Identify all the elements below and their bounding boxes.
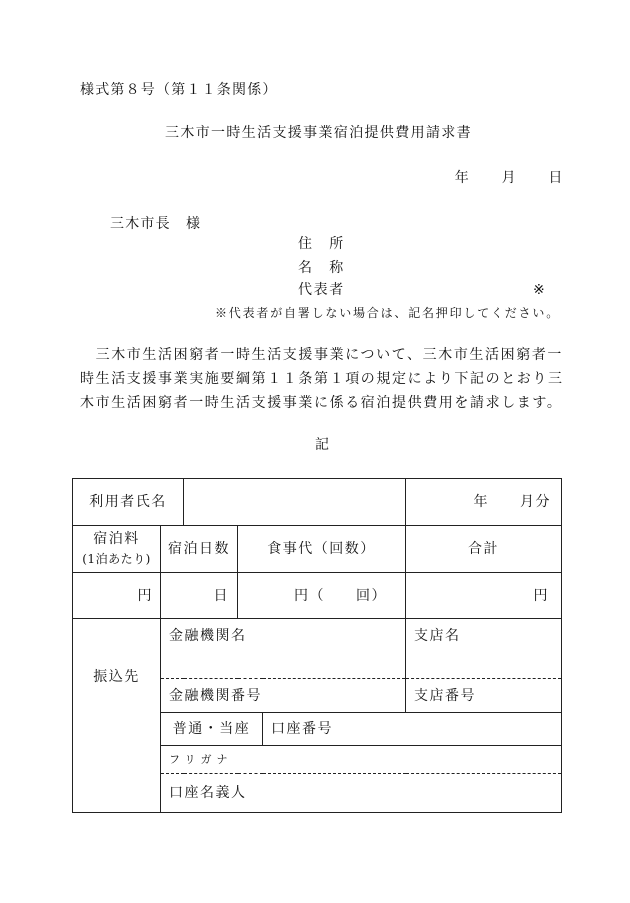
nights-unit: 日 (161, 573, 238, 619)
account-number-label: 口座番号 (263, 713, 562, 746)
seal-mark: ※ (533, 282, 547, 298)
furigana-label: フリガナ (161, 746, 562, 774)
name-label: 名 称 (298, 260, 345, 276)
lodging-fee-header (73, 526, 161, 573)
body-text-line: 木市生活困窮者一時生活支援事業に係る宿泊提供費用を請求します。 (80, 395, 563, 411)
claim-month: 年 月分 (406, 479, 562, 526)
document-title: 三木市一時生活支援事業宿泊提供費用請求書 (165, 125, 472, 141)
user-name-label: 利用者氏名 (73, 479, 184, 526)
ki-heading: 記 (315, 437, 331, 453)
lodging-fee-sublabel: (1泊あたり) (82, 552, 151, 566)
total-unit: 円 (406, 573, 562, 619)
fee-header-row (73, 526, 562, 573)
body-text-line: 三木市生活困窮者一時生活支援事業について、三木市生活困窮者一 (95, 347, 564, 363)
fee-value-row (73, 573, 562, 619)
lodging-fee-label: 宿泊料 (93, 531, 140, 547)
bank-code-label: 金融機関番号 (161, 679, 406, 713)
representative-label: 代表者 (298, 282, 345, 298)
account-holder-label: 口座名義人 (161, 774, 562, 813)
claim-table (72, 478, 562, 813)
branch-name-label: 支店名 (406, 619, 562, 679)
meal-unit: 円（ 回） (238, 573, 406, 619)
bank-name-row (73, 619, 562, 679)
signature-note: ※代表者が自署しない場合は、記名押印してください。 (215, 306, 561, 320)
addressee: 三木市長 様 (110, 216, 202, 232)
address-label: 住 所 (298, 236, 345, 252)
transfer-label: 振込先 (73, 619, 161, 813)
body-text-line: 時生活支援事業実施要綱第１１条第１項の規定により下記のとおり三 (80, 371, 564, 387)
meal-label: 食事代（回数） (238, 526, 406, 573)
account-type-label: 普通・当座 (161, 713, 263, 746)
total-label: 合計 (406, 526, 562, 573)
branch-code-label: 支店番号 (406, 679, 562, 713)
user-name-field (184, 479, 406, 526)
date-line: 年 月 日 (454, 170, 564, 186)
nights-label: 宿泊日数 (161, 526, 238, 573)
form-number: 様式第８号（第１１条関係） (80, 82, 278, 98)
user-row (73, 479, 562, 526)
bank-name-label: 金融機関名 (161, 619, 406, 679)
lodging-fee-unit: 円 (73, 573, 161, 619)
